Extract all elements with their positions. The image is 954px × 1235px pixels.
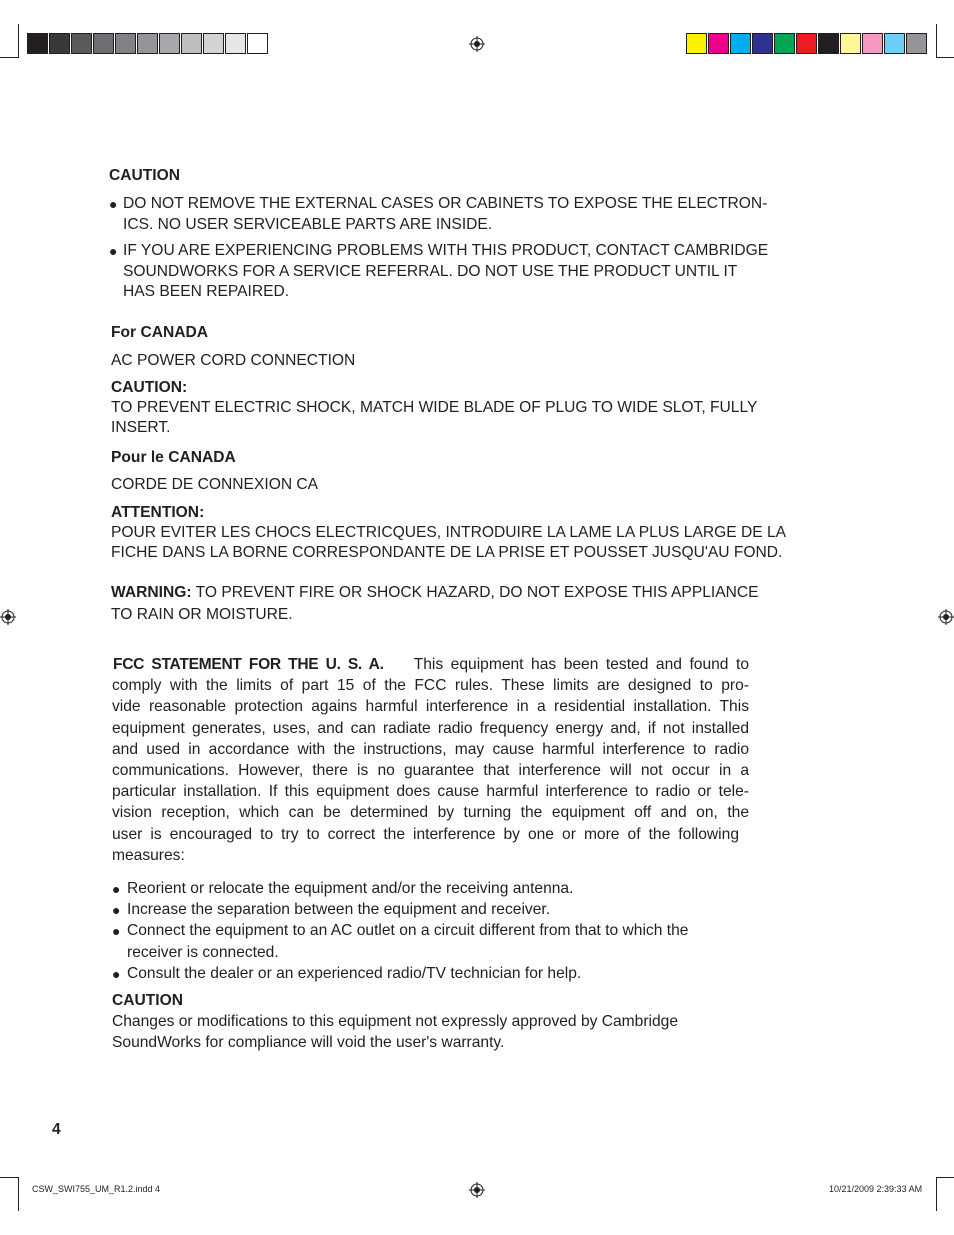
fcc-bullet-line: Connect the equipment to an AC outlet on a circuit different from that to which the bbox=[127, 922, 689, 939]
canada-fr-subtitle: CORDE DE CONNEXION CA bbox=[111, 476, 319, 493]
grayscale-swatch bbox=[159, 33, 180, 54]
fcc-first-line bbox=[112, 654, 749, 675]
canada-caution-label: CAUTION: bbox=[111, 379, 188, 396]
registration-mark-icon bbox=[0, 609, 16, 625]
fcc-bullet-line: receiver is connected. bbox=[127, 943, 279, 961]
canada-heading: For CANADA bbox=[111, 324, 209, 341]
grayscale-swatch bbox=[71, 33, 92, 54]
crop-mark-top-right-h bbox=[936, 57, 954, 58]
crop-mark-bottom-left-h bbox=[0, 1177, 18, 1178]
grayscale-swatch bbox=[225, 33, 246, 54]
canada-fr-attention-label: ATTENTION: bbox=[111, 504, 205, 521]
canada-fr-attention-line: POUR EVITER LES CHOCS ELECTRICQUES, INTRODUIRE LA LAME LA PLUS LARGE DE LA bbox=[111, 524, 787, 541]
canada-fr-heading: Pour le CANADA bbox=[111, 449, 236, 466]
page-number: 4 bbox=[52, 1121, 61, 1138]
bullet-icon: ● bbox=[112, 923, 121, 939]
crop-mark-top-right-v bbox=[936, 24, 937, 58]
process-color-bar bbox=[686, 33, 928, 55]
caution-bullet-2-line: IF YOU ARE EXPERIENCING PROBLEMS WITH THIS PRODUCT, CONTACT CAMBRIDGE bbox=[123, 242, 769, 259]
color-swatch bbox=[796, 33, 817, 54]
crop-mark-bottom-left-v bbox=[18, 1177, 19, 1211]
color-swatch bbox=[686, 33, 707, 54]
warning-label: WARNING: bbox=[111, 584, 192, 601]
color-swatch bbox=[752, 33, 773, 54]
warning-text: TO PREVENT FIRE OR SHOCK HAZARD, DO NOT EXPOSE THIS APPLIANCE bbox=[191, 584, 759, 601]
grayscale-swatch bbox=[27, 33, 48, 54]
final-caution-line: SoundWorks for compliance will void the user's warranty. bbox=[112, 1034, 505, 1051]
slug-file-name: CSW_SWI755_UM_R1.2.indd 4 bbox=[32, 1184, 161, 1194]
warning-line-2: TO RAIN OR MOISTURE. bbox=[111, 606, 293, 623]
crop-mark-bottom-right-h bbox=[936, 1177, 954, 1178]
caution-bullet-1-line: ICS. NO USER SERVICEABLE PARTS ARE INSIDE. bbox=[123, 215, 493, 233]
caution-bullet-2-line: SOUNDWORKS FOR A SERVICE REFERRAL. DO NOT USE THE PRODUCT UNTIL IT bbox=[123, 262, 738, 280]
slug-timestamp: 10/21/2009 2:39:33 AM bbox=[829, 1184, 923, 1194]
bullet-icon: ● bbox=[112, 881, 121, 897]
registration-mark-icon bbox=[469, 36, 485, 52]
color-swatch bbox=[906, 33, 927, 54]
final-caution-heading: CAUTION bbox=[112, 992, 184, 1009]
final-caution-line: Changes or modifications to this equipment not expressly approved by Cambridge bbox=[112, 1013, 679, 1030]
warning-line-1 bbox=[111, 583, 759, 604]
grayscale-swatch bbox=[247, 33, 268, 54]
color-swatch bbox=[840, 33, 861, 54]
grayscale-swatch bbox=[203, 33, 224, 54]
color-swatch bbox=[774, 33, 795, 54]
bullet-icon: ● bbox=[109, 243, 118, 259]
canada-fr-attention-line: FICHE DANS LA BORNE CORRESPONDANTE DE LA PRISE ET POUSSET JUSQU'AU FOND. bbox=[111, 544, 783, 561]
fcc-bullet-line: Consult the dealer or an experienced radio/TV technician for help. bbox=[127, 965, 582, 982]
crop-mark-top-left-h bbox=[0, 57, 18, 58]
fcc-line: communications. However, there is no guarantee that interference will not occur in a bbox=[112, 761, 749, 779]
grayscale-swatch bbox=[115, 33, 136, 54]
grayscale-swatch bbox=[137, 33, 158, 54]
registration-mark-icon bbox=[469, 1182, 485, 1198]
caution-heading: CAUTION bbox=[109, 167, 181, 184]
color-swatch bbox=[862, 33, 883, 54]
crop-mark-bottom-right-v bbox=[936, 1177, 937, 1211]
canada-caution-line: TO PREVENT ELECTRIC SHOCK, MATCH WIDE BLADE OF PLUG TO WIDE SLOT, FULLY bbox=[111, 399, 758, 416]
fcc-line: equipment generates, uses, and can radiate radio frequency energy and, if not installed bbox=[112, 719, 749, 737]
bullet-icon: ● bbox=[112, 902, 121, 918]
grayscale-swatch bbox=[49, 33, 70, 54]
color-swatch bbox=[708, 33, 729, 54]
bullet-icon: ● bbox=[109, 196, 118, 212]
fcc-text: This equipment has been tested and found to bbox=[413, 656, 749, 673]
fcc-line: vide reasonable protection agains harmful interference in a residential installation. This bbox=[112, 698, 749, 716]
grayscale-swatch bbox=[181, 33, 202, 54]
color-swatch bbox=[730, 33, 751, 54]
fcc-statement bbox=[112, 654, 749, 866]
fcc-line: measures: bbox=[112, 846, 185, 864]
grayscale-swatch bbox=[93, 33, 114, 54]
registration-mark-icon bbox=[938, 609, 954, 625]
fcc-heading: FCC STATEMENT FOR THE U. S. A. bbox=[113, 656, 384, 673]
canada-subtitle: AC POWER CORD CONNECTION bbox=[111, 352, 356, 369]
fcc-bullet-line: Increase the separation between the equipment and receiver. bbox=[127, 901, 551, 918]
fcc-line: user is encouraged to try to correct the interference by one or more of the following bbox=[112, 825, 739, 843]
caution-bullet-2-line: HAS BEEN REPAIRED. bbox=[123, 283, 290, 301]
fcc-line: particular installation. If this equipment does cause harmful interference to radio or tele- bbox=[112, 783, 749, 801]
fcc-line: vision reception, which can be determined by turning the equipment off and on, the bbox=[112, 804, 749, 822]
fcc-line: comply with the limits of part 15 of the FCC rules. These limits are designed to pro- bbox=[112, 677, 749, 695]
grayscale-color-bar bbox=[27, 33, 269, 55]
color-swatch bbox=[818, 33, 839, 54]
bullet-icon: ● bbox=[112, 966, 121, 982]
fcc-line: and used in accordance with the instructions, may cause harmful interference to radio bbox=[112, 740, 749, 758]
caution-bullet-1-line: DO NOT REMOVE THE EXTERNAL CASES OR CABINETS TO EXPOSE THE ELECTRON- bbox=[123, 195, 768, 212]
canada-caution-line: INSERT. bbox=[111, 419, 171, 436]
crop-mark-top-left-v bbox=[18, 24, 19, 58]
fcc-bullet-line: Reorient or relocate the equipment and/or the receiving antenna. bbox=[127, 880, 574, 897]
color-swatch bbox=[884, 33, 905, 54]
